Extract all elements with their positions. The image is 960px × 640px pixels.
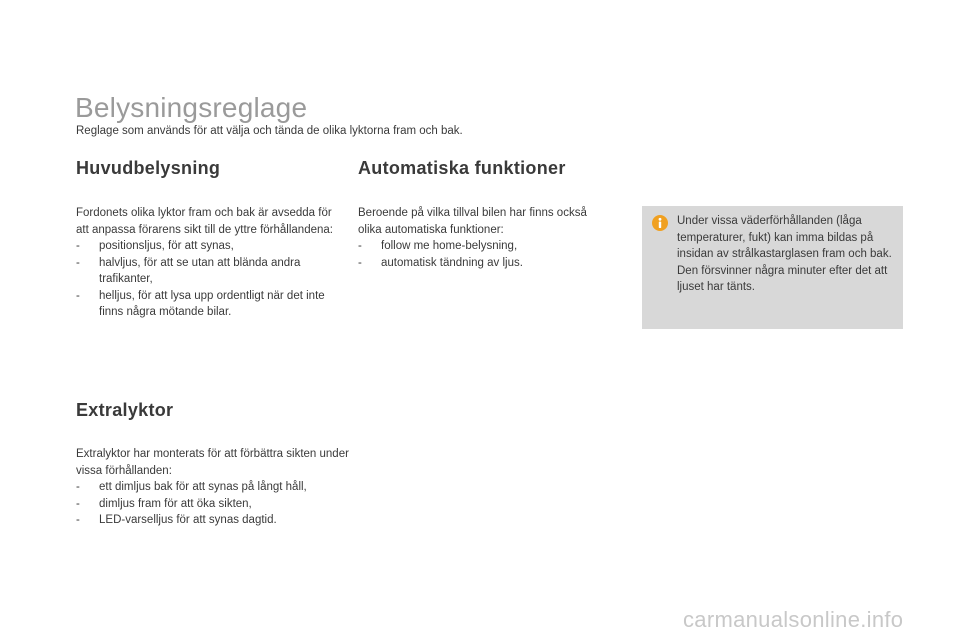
heading-extralyktor: Extralyktor: [76, 400, 174, 420]
info-icon: [652, 215, 668, 231]
list-item: - halvljus, för att se utan att blända andra trafikanter,: [76, 256, 301, 285]
list-item: - follow me home-belysning,: [358, 238, 610, 255]
dash: -: [358, 256, 362, 269]
dash: -: [358, 240, 362, 252]
bullet-list: [358, 238, 610, 271]
dash: -: [76, 256, 80, 269]
dash: -: [76, 289, 80, 302]
list-item: - automatisk tändning av ljus.: [358, 255, 610, 272]
intro-text: Beroende på vilka tillval bilen har finns också olika automatiska funktioner:: [358, 207, 587, 236]
dash: -: [76, 240, 80, 252]
bullet-list: [76, 238, 344, 321]
intro-text: Extralyktor har monterats för att förbättra sikten under vissa förhållanden:: [76, 448, 349, 477]
info-note-box: [642, 206, 903, 329]
heading-automatiska-funktioner: Automatiska funktioner: [358, 158, 566, 178]
dash: -: [76, 481, 80, 493]
intro-text: Fordonets olika lyktor fram och bak är avsedda för att anpassa förarens sikt till de yttre förhållandena:: [76, 207, 333, 236]
dash: -: [76, 497, 80, 510]
bullet-list: [76, 479, 354, 529]
list-item: - positionsljus, för att synas,: [76, 238, 344, 255]
list-item: - ett dimljus bak för att synas på långt håll,: [76, 479, 354, 496]
watermark-text: carmanualsonline.info: [683, 607, 904, 632]
list-item: - helljus, för att lysa upp ordentligt när det inte finns några mötande bilar.: [76, 289, 325, 318]
section-huvudbelysning: [76, 205, 344, 321]
section-automatiska-funktioner: [358, 205, 610, 271]
dash: -: [76, 514, 80, 526]
list-item: - dimljus fram för att öka sikten,: [76, 496, 354, 513]
section-extralyktor: [76, 446, 354, 529]
page-title: Belysningsreglage: [75, 92, 308, 123]
info-note-text: Under vissa väderförhållanden (låga temperaturer, fukt) kan imma bildas på insidan av strålkastarglasen fram och bak. Den försvinner några minuter efter det att ljuset har tänts.: [677, 215, 892, 293]
page-subtitle: Reglage som används för att välja och tända de olika lyktorna fram och bak.: [76, 125, 463, 137]
list-item: - LED-varselljus för att synas dagtid.: [76, 512, 354, 529]
heading-huvudbelysning: Huvudbelysning: [76, 158, 221, 178]
